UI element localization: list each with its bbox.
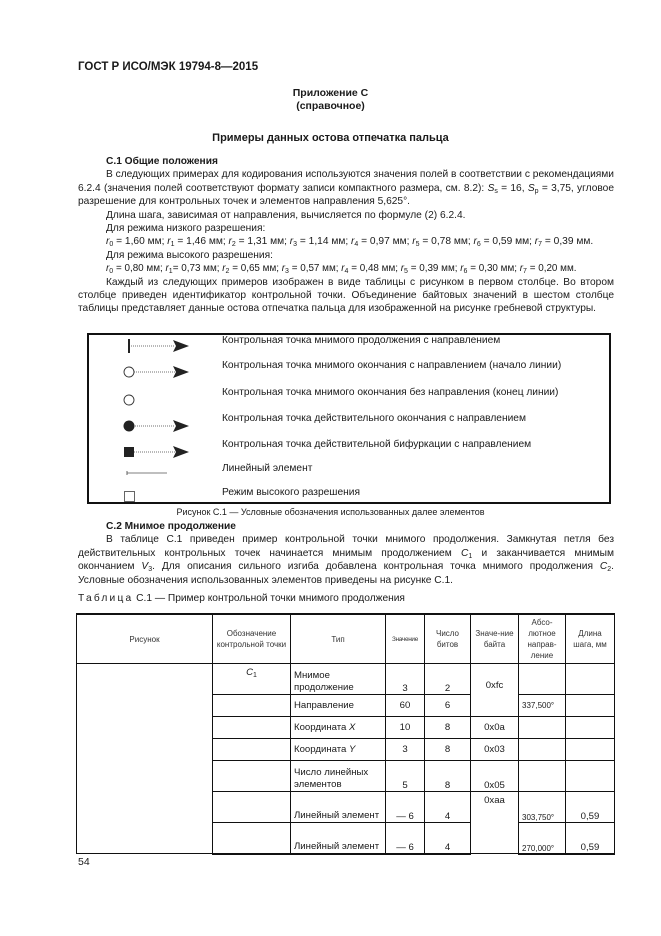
header-bits: Число битов xyxy=(425,614,471,664)
high-res-values xyxy=(78,262,614,275)
header-value: Значение xyxy=(386,614,425,664)
point-id-cell: $C_1$ xyxy=(213,664,291,695)
annex-subtitle: (справочное) xyxy=(296,100,365,112)
point-id-cell xyxy=(213,792,291,823)
real-bifurcation-filled-square-arrow-icon xyxy=(117,439,197,463)
step-cell xyxy=(566,664,615,695)
step-cell: 0,59 xyxy=(566,823,615,854)
bits-cell: 4 xyxy=(425,792,471,823)
type-cell: Координата X xyxy=(291,717,386,739)
low-res-r4: $r_4 = 0,97$ мм; xyxy=(351,236,413,249)
section-2-heading: С.2 Мнимое продолжение xyxy=(106,521,236,532)
bits-cell: 4 xyxy=(425,823,471,854)
real-end-filled-circle-arrow-icon xyxy=(117,413,197,437)
type-cell: Мнимое продолжение xyxy=(291,664,386,695)
figure-caption: Рисунок С.1 — Условные обозначения использованных далее элементов xyxy=(176,507,485,517)
table-row xyxy=(77,664,615,695)
high-res-r3: $r_3 = 0,57$ мм; xyxy=(281,263,342,276)
table-header-row xyxy=(77,614,615,664)
low-res-values xyxy=(78,235,614,248)
type-cell: Линейный элемент xyxy=(291,792,386,823)
byte-cell: 0x03 xyxy=(471,739,519,761)
high-res-r1: $r_1= 0,73$ мм; xyxy=(165,263,223,276)
virtual-continuation-arrow-icon xyxy=(117,335,197,359)
header-point-id: Обозначение контрольной точки xyxy=(213,614,291,664)
byte-cell: 0xfc xyxy=(471,664,519,717)
high-res-r4: $r_4 = 0,48$ мм; xyxy=(341,263,401,276)
type-cell: Координата Y xyxy=(291,739,386,761)
virtual-end-open-circle-arrow-icon xyxy=(117,360,197,384)
step-cell xyxy=(566,695,615,717)
abs-dir-cell: 303,750° xyxy=(519,792,566,823)
header-type: Тип xyxy=(291,614,386,664)
bits-cell: 6 xyxy=(425,695,471,717)
page-number: 54 xyxy=(78,856,90,868)
point-id-cell xyxy=(213,695,291,717)
virtual-end-open-circle-icon xyxy=(117,387,197,411)
type-cell: Направление xyxy=(291,695,386,717)
step-cell: 0,59 xyxy=(566,792,615,823)
header-figure: Рисунок xyxy=(77,614,213,664)
legend-item xyxy=(89,335,609,359)
section-1-paragraph-5: Каждый из следующих примеров изображен в виде таблицы с рисунком в первом столбце. Во втором столбце приведен идентификатор контрольной точки. Объединение байтовых значений в шестом столбце таблицы представляет данные остова отпечатка пальца для изображенной на рисунке гребневой структуры. xyxy=(78,276,614,315)
legend-label: Контрольная точка действительного окончания с направлением xyxy=(222,413,526,424)
bits-cell: 8 xyxy=(425,717,471,739)
bits-cell: 8 xyxy=(425,761,471,792)
low-res-r0: $r_0 = 1,60$ мм; xyxy=(106,236,168,249)
step-cell xyxy=(566,717,615,739)
legend-label: Режим высокого разрешения xyxy=(222,487,360,498)
document-id: ГОСТ Р ИСО/МЭК 19794-8—2015 xyxy=(78,61,259,73)
abs-dir-cell: 337,500° xyxy=(519,695,566,717)
abs-dir-cell xyxy=(519,664,566,695)
section-1-paragraph-1: В следующих примерах для кодирования используются значения полей в соответствии с рекомендациями 6.2.4 (значения полей соответствуют формату записи компактного размера, см. 8.2): $S_s = 16$, $S_p = 3,75$, угловое разрешение для контрольных точек и элементов направления 5,625°. xyxy=(78,169,614,208)
legend-label: Линейный элемент xyxy=(222,463,313,474)
low-res-r3: $r_3 = 1,14$ мм; xyxy=(289,236,351,249)
abs-dir-cell xyxy=(519,761,566,792)
type-cell: Число линейных элементов xyxy=(291,761,386,792)
low-res-label: Для режима низкого разрешения: xyxy=(106,223,266,235)
value-cell: 3 xyxy=(386,664,425,695)
low-res-r7: $r_7 = 0,39$ мм. xyxy=(534,236,594,249)
legend-label: Контрольная точка мнимого окончания без направления (конец линии) xyxy=(222,387,559,398)
table-caption: Таблица С.1 — Пример контрольной точки мнимого продолжения xyxy=(78,593,405,605)
legend-item xyxy=(89,360,609,384)
legend-label: Контрольная точка мнимого окончания с направлением (начало линии) xyxy=(222,360,562,371)
value-cell: 5 xyxy=(386,761,425,792)
byte-cell: 0x05 xyxy=(471,761,519,792)
high-res-r5: $r_5 = 0,39$ мм; xyxy=(400,263,461,276)
low-res-r6: $r_6 = 0,59$ мм; xyxy=(473,236,535,249)
high-res-r2: $r_2 = 0,65$ мм; xyxy=(222,263,282,276)
byte-cell: 0xaa xyxy=(471,792,519,854)
high-res-label: Для режима высокого разрешения: xyxy=(106,249,273,261)
bits-cell: 8 xyxy=(425,739,471,761)
header-byte-value: Значе-ние байта xyxy=(471,614,519,664)
legend-item xyxy=(89,463,609,487)
section-1-paragraph-2: Длина шага, зависимая от направления, вычисляется по формуле (2) 6.2.4. xyxy=(106,209,466,221)
table-c1 xyxy=(76,613,615,855)
figure-cell xyxy=(77,664,213,854)
high-res-r0: $r_0 = 0,80$ мм; xyxy=(106,263,166,276)
low-res-r5: $r_5 = 0,78$ мм; xyxy=(412,236,474,249)
value-cell: 60 xyxy=(386,695,425,717)
section-2 xyxy=(78,520,614,605)
header-abs-direction: Абсо-лютное направ-ление xyxy=(519,614,566,664)
header-step-length: Длина шага, мм xyxy=(566,614,615,664)
abs-dir-cell xyxy=(519,717,566,739)
section-1-heading: С.1 Общие положения xyxy=(106,156,218,167)
point-id-cell xyxy=(213,823,291,854)
byte-cell: 0x0a xyxy=(471,717,519,739)
legend-label: Контрольная точка мнимого продолжения с направлением xyxy=(222,335,501,346)
main-title: Примеры данных остова отпечатка пальца xyxy=(212,132,449,144)
legend-figure xyxy=(87,333,611,504)
value-cell: 10 xyxy=(386,717,425,739)
value-cell: — 6 xyxy=(386,823,425,854)
high-res-r7: $r_7 = 0,20$ мм. xyxy=(519,263,577,276)
legend-item xyxy=(89,439,609,463)
line-element-icon xyxy=(117,463,197,487)
point-id-cell xyxy=(213,761,291,792)
low-res-r1: $r_1 = 1,46$ мм; xyxy=(167,236,229,249)
abs-dir-cell: 270,000° xyxy=(519,823,566,854)
annex-title: Приложение С xyxy=(292,87,369,99)
section-2-paragraph: В таблице С.1 приведен пример контрольной точки мнимого продолжения. Замкнутая петля без действительных контрольных точек начинается мнимым продолжением $C_1$ и заканчивается мнимым окончанием $V_3$. Для описания сильного изгиба добавлена контрольная точка мнимого продолжения $C_2$. Условные обозначения использованных элементов приведены на рисунке С.1. xyxy=(78,534,615,586)
low-res-r2: $r_2 = 1,31$ мм; xyxy=(228,236,290,249)
abs-dir-cell xyxy=(519,739,566,761)
type-cell: Линейный элемент xyxy=(291,823,386,854)
point-id-cell xyxy=(213,717,291,739)
legend-item xyxy=(89,413,609,437)
section-1 xyxy=(78,155,614,316)
legend-item xyxy=(89,387,609,411)
value-cell: — 6 xyxy=(386,792,425,823)
step-cell xyxy=(566,739,615,761)
legend-label: Контрольная точка действительной бифуркации с направлением xyxy=(222,439,532,450)
high-res-r6: $r_6 = 0,30$ мм; xyxy=(460,263,520,276)
point-id-cell xyxy=(213,739,291,761)
value-cell: 3 xyxy=(386,739,425,761)
step-cell xyxy=(566,761,615,792)
bits-cell: 2 xyxy=(425,664,471,695)
